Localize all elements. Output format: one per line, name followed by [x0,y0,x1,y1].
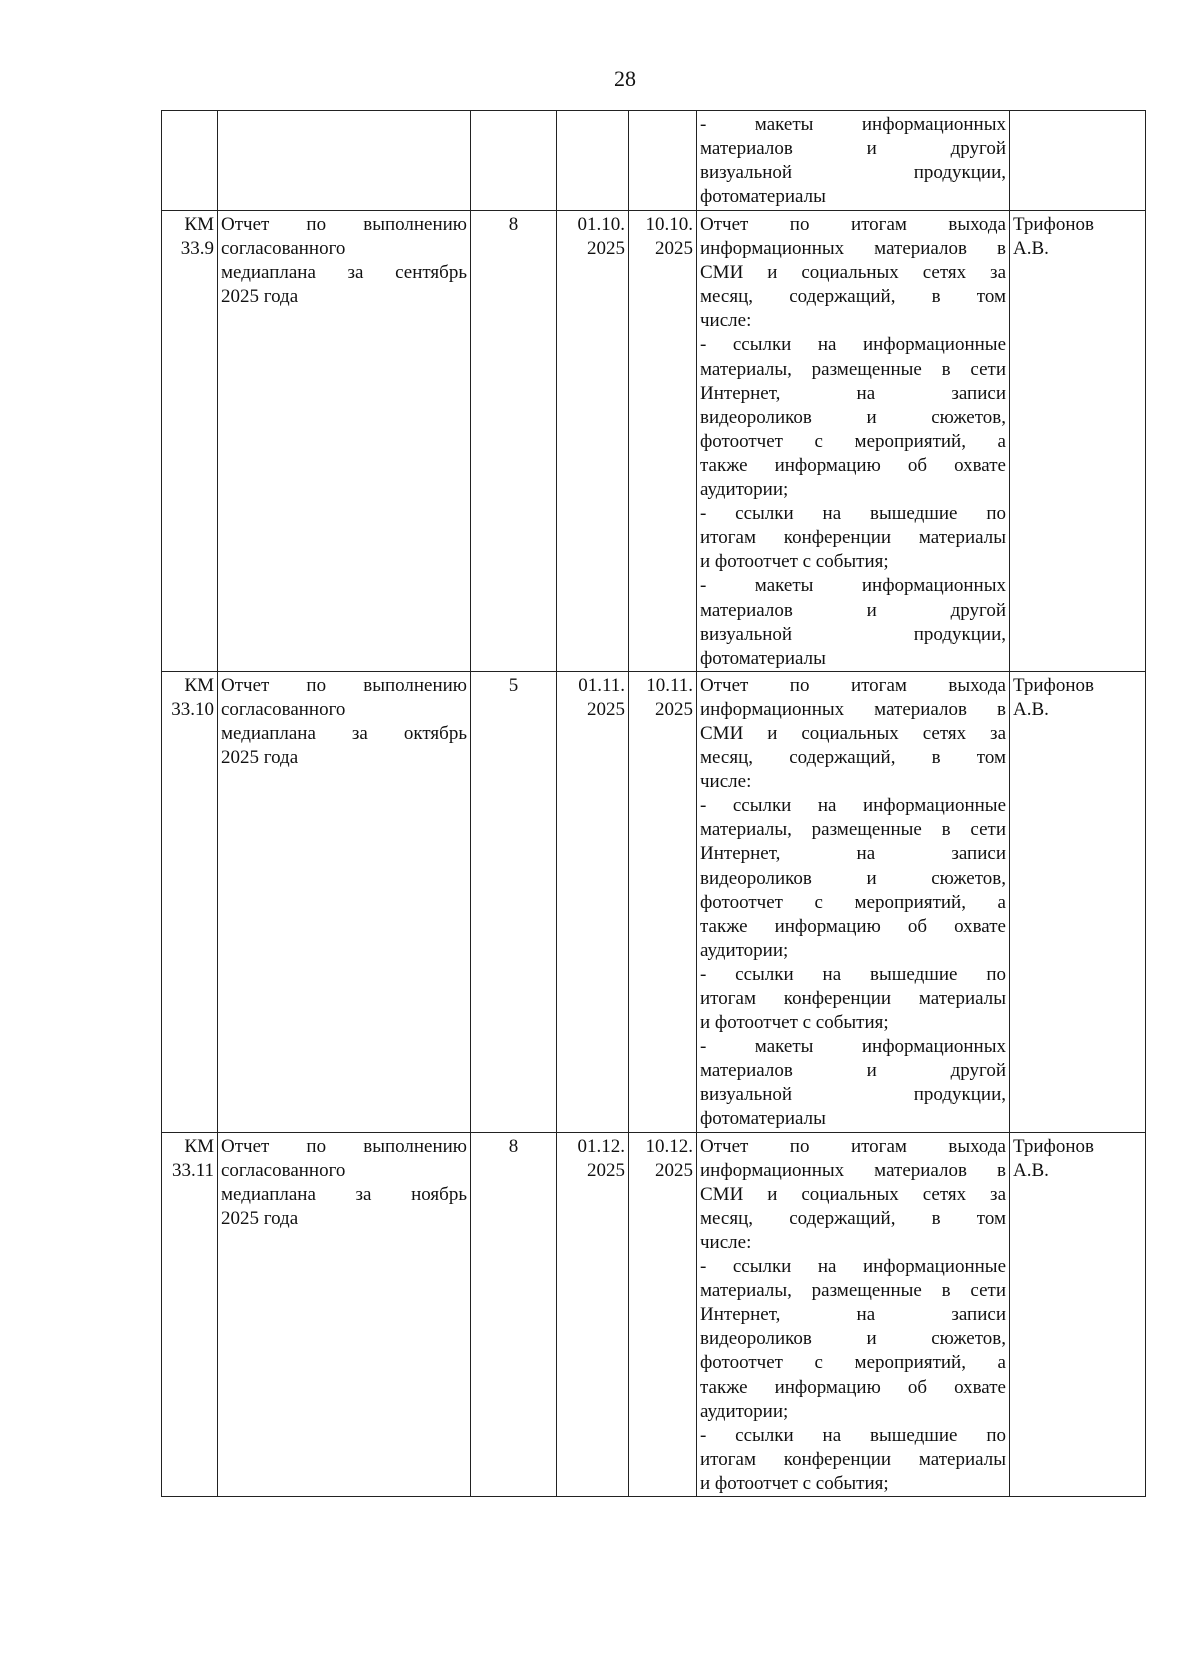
row-result-line: видеороликов и сюжетов, [700,867,1006,889]
row-result-line: СМИ и социальных сетях за [700,722,1006,744]
row-id: КМ [184,674,214,696]
row-end-date: 10.11. [646,674,693,696]
row-id: 33.11 [171,1159,214,1181]
row-result-line: Отчет по итогам выхода [700,674,1006,696]
row-result-line: также информацию об охвате [700,1376,1006,1398]
row-result-line: СМИ и социальных сетях за [700,1183,1006,1205]
row-start-date: 01.10. [577,214,625,235]
row-result-line: материалов и другой [700,599,1006,621]
row-result-line: Интернет, на записи [700,843,1006,865]
row-name-line: 2025 года [221,1207,299,1229]
row-name-line: медиаплана за сентябрь [221,262,467,284]
row-name-line: 2025 года [221,747,299,769]
row-responsible-cell [1010,1132,1146,1496]
row-responsible: А.В. [1013,1159,1049,1181]
row-result-line: - ссылки на вышедшие по [700,503,1006,525]
row-name-line: Отчет по выполнению [221,674,467,696]
row-result-line: видеороликов и сюжетов, [700,1328,1006,1350]
row-name-cell [218,211,471,672]
table-row [162,211,1146,672]
row-end-date-cell [629,671,697,1132]
row-result-line: итогам конференции материалы [700,988,1006,1009]
row-start-date-cell [557,671,629,1132]
row-responsible-cell [1010,211,1146,672]
row-end-date: 2025 [655,1159,693,1181]
row-end-date: 10.10. [645,214,693,235]
row-name-cell [218,1132,471,1496]
row-id: КМ [184,1135,214,1157]
row-result-line: материалов и другой [700,138,1006,160]
row-start-date-cell [557,1132,629,1496]
row-id-cell [162,1132,218,1496]
row-id: КМ [184,214,214,235]
row-name-line: Отчет по выполнению [221,214,467,235]
row-result-cell [697,1132,1010,1496]
row-id: 33.9 [180,238,214,260]
row-name-cell [218,671,471,1132]
row-result-line: аудитории; [700,1400,789,1422]
row-result-line: фотоотчет с мероприятий, а [700,430,1006,452]
row-result-line: - макеты информационных [700,575,1006,597]
row-id-cell [162,211,218,672]
table-row [162,111,1146,211]
table-body [162,111,1146,1497]
row-result-line: фотоотчет с мероприятий, а [700,1352,1006,1374]
row-responsible: Трифонов [1013,214,1095,235]
row-result-line: - ссылки на информационные [700,795,1006,817]
row-start-date: 2025 [587,238,625,260]
row-count: 5 [508,674,519,696]
row-end-date: 10.12. [645,1135,693,1157]
row-result-line: визуальной продукции, [700,1084,1006,1106]
row-result-line: - макеты информационных [700,1036,1006,1058]
row-result-line: визуальной продукции, [700,623,1006,645]
row-id: 33.10 [171,698,214,720]
row-result-line: - ссылки на вышедшие по [700,1424,1006,1446]
row-result-line: числе: [700,1231,752,1253]
row-result-line: месяц, содержащий, в том [700,1207,1006,1229]
row-result-line: Интернет, на записи [700,382,1006,404]
row-responsible: А.В. [1013,238,1049,260]
row-name-line: согласованного [221,698,346,720]
row-result-line: визуальной продукции, [700,162,1006,184]
row-result-line: материалы, размещенные в сети [700,1280,1006,1302]
row-result-line: фотоматериалы [700,1108,826,1130]
row-result-line: месяц, содержащий, в том [700,747,1006,769]
row-start-date: 2025 [587,1159,625,1181]
row-result-line: аудитории; [700,479,789,501]
row-result-line: материалов и другой [700,1060,1006,1082]
row-result-cell [697,671,1010,1132]
row-result-line: информационных материалов в [700,698,1006,720]
row-result-line: итогам конференции материалы [700,1448,1006,1470]
row-result-line: информационных материалов в [700,1159,1006,1181]
row-start-date: 01.12. [577,1135,625,1157]
row-end-date-cell [629,211,697,672]
row-count-cell [471,1132,557,1496]
row-result-cell [697,111,1010,211]
row-result-line: числе: [700,310,752,332]
row-result-line: СМИ и социальных сетях за [700,262,1006,284]
row-count-cell [471,111,557,211]
row-end-date-cell [629,1132,697,1496]
row-result-line: фотоотчет с мероприятий, а [700,891,1006,913]
row-responsible: Трифонов [1013,674,1095,696]
row-name-cell [218,111,471,211]
row-name-line: медиаплана за октябрь [221,722,467,744]
row-result-line: и фотоотчет с события; [700,551,889,573]
row-result-line: Интернет, на записи [700,1304,1006,1326]
row-name-line: Отчет по выполнению [221,1135,467,1157]
row-end-date-cell [629,111,697,211]
table-row [162,671,1146,1132]
row-end-date: 2025 [655,698,693,720]
row-end-date: 2025 [655,238,693,260]
row-responsible: А.В. [1013,698,1049,720]
row-result-line: материалы, размещенные в сети [700,358,1006,380]
table-row [162,1132,1146,1496]
activity-table [161,110,1146,1497]
row-result-line: - ссылки на информационные [700,1256,1006,1278]
row-result-line: видеороликов и сюжетов, [700,406,1006,428]
row-result-line: аудитории; [700,939,789,961]
row-count-cell [471,671,557,1132]
row-start-date-cell [557,211,629,672]
row-result-line: Отчет по итогам выхода [700,214,1006,235]
row-start-date: 2025 [587,698,625,720]
row-result-line: - макеты информационных [700,114,1006,135]
row-start-date: 01.11. [578,674,625,696]
row-id-cell [162,111,218,211]
row-result-line: и фотоотчет с события; [700,1012,889,1034]
row-name-line: согласованного [221,1159,346,1181]
row-responsible: Трифонов [1013,1135,1095,1157]
row-name-line: медиаплана за ноябрь [221,1183,467,1205]
row-start-date-cell [557,111,629,211]
row-responsible-cell [1010,671,1146,1132]
row-name-line: 2025 года [221,286,299,308]
page-number: 28 [614,66,636,91]
row-id-cell [162,671,218,1132]
row-responsible-cell [1010,111,1146,211]
row-result-line: Отчет по итогам выхода [700,1135,1006,1157]
row-count: 8 [508,214,519,235]
row-result-line: итогам конференции материалы [700,527,1006,549]
row-result-line: и фотоотчет с события; [700,1472,889,1494]
row-result-line: фотоматериалы [700,186,826,208]
row-result-line: числе: [700,771,752,793]
row-result-cell [697,211,1010,672]
row-result-line: - ссылки на информационные [700,334,1006,356]
row-result-line: фотоматериалы [700,647,826,669]
row-result-line: - ссылки на вышедшие по [700,963,1006,985]
row-result-line: материалы, размещенные в сети [700,819,1006,841]
row-result-line: также информацию об охвате [700,454,1006,476]
row-result-line: информационных материалов в [700,238,1006,260]
row-result-line: месяц, содержащий, в том [700,286,1006,308]
row-name-line: согласованного [221,238,346,260]
row-count: 8 [508,1135,519,1157]
row-count-cell [471,211,557,672]
row-result-line: также информацию об охвате [700,915,1006,937]
